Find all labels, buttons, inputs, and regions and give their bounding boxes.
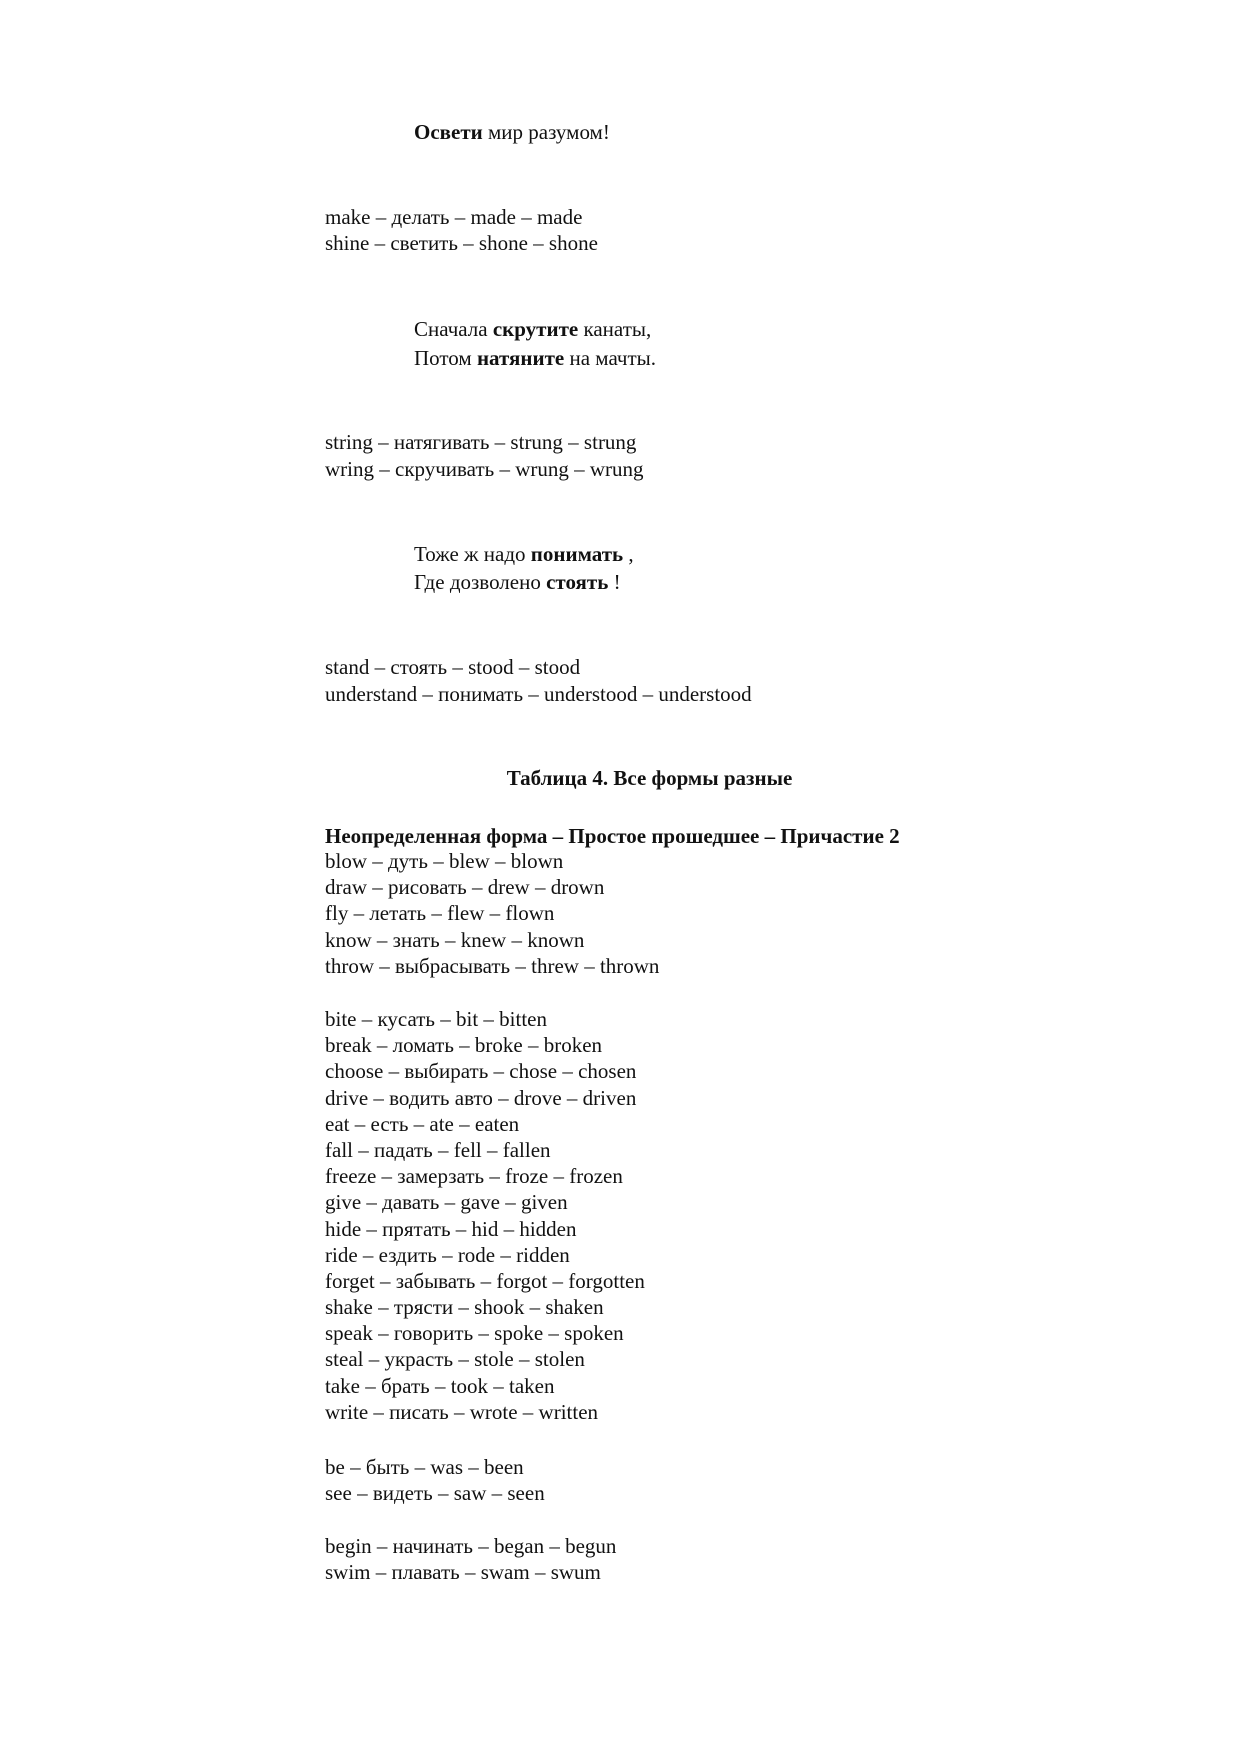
verb-line: wring – скручивать – wrung – wrung xyxy=(325,457,644,481)
list-item: swim – плавать – swam – swum xyxy=(325,1560,601,1585)
list-item: eat – есть – ate – eaten xyxy=(325,1111,520,1136)
list-item: ride – ездить – rode – ridden xyxy=(325,1242,570,1267)
list-item: hide – прятать – hid – hidden xyxy=(325,1216,577,1241)
poem-1-text: мир разумом! xyxy=(482,120,610,144)
list-item: know – знать – knew – known xyxy=(325,927,585,952)
verb-line: understand – понимать – understood – understood xyxy=(325,682,752,706)
verb-list-group-1 xyxy=(325,848,659,979)
poem-text: ! xyxy=(608,570,621,594)
table-column-header: Неопределенная форма – Простое прошедшее – Причастие 2 xyxy=(325,824,900,848)
list-item: begin – начинать – began – begun xyxy=(325,1534,617,1558)
poem-text: на мачты. xyxy=(564,346,657,370)
table-title: Таблица 4. Все формы разные xyxy=(506,766,793,790)
list-item: fly – летать – flew – flown xyxy=(325,901,555,926)
list-item: draw – рисовать – drew – drown xyxy=(325,875,605,900)
list-item: see – видеть – saw – seen xyxy=(325,1481,545,1506)
verb-list-group-2 xyxy=(325,1006,645,1425)
poem-bold-word: стоять xyxy=(546,570,609,594)
list-item: fall – падать – fell – fallen xyxy=(325,1137,551,1162)
poem-text: Потом xyxy=(414,346,477,370)
poem-text: канаты, xyxy=(578,317,652,341)
list-item: drive – водить авто – drove – driven xyxy=(325,1085,637,1110)
list-item: speak – говорить – spoke – spoken xyxy=(325,1321,624,1346)
list-item: throw – выбрасывать – threw – thrown xyxy=(325,953,660,978)
verb-list-group-4 xyxy=(325,1533,616,1585)
list-item: steal – украсть – stole – stolen xyxy=(325,1347,585,1372)
poem-bold-word: скрутите xyxy=(492,317,579,341)
list-item: break – ломать – broke – broken xyxy=(325,1033,603,1058)
verb-list-group-3 xyxy=(325,1454,545,1506)
poem-text: Тоже ж надо xyxy=(414,542,531,566)
poem-bold-word: натяните xyxy=(476,346,565,370)
list-item: write – писать – wrote – written xyxy=(325,1399,599,1424)
poem-1-bold-word: Освети xyxy=(414,120,483,144)
verb-line: stand – стоять – stood – stood xyxy=(325,655,581,679)
poem-1-line xyxy=(414,119,610,145)
poem-3-line-1 xyxy=(414,541,634,567)
poem-text: Где дозволено xyxy=(414,570,547,594)
list-item: give – давать – gave – given xyxy=(325,1190,568,1215)
list-item: take – брать – took – taken xyxy=(325,1373,555,1398)
list-item: forget – забывать – forgot – forgotten xyxy=(325,1268,645,1293)
list-item: be – быть – was – been xyxy=(325,1455,524,1479)
list-item: blow – дуть – blew – blown xyxy=(325,849,564,873)
poem-3-line-2 xyxy=(414,569,621,595)
list-item: shake – трясти – shook – shaken xyxy=(325,1295,604,1320)
list-item: bite – кусать – bit – bitten xyxy=(325,1007,547,1031)
poem-text: , xyxy=(623,542,634,566)
poem-bold-word: понимать xyxy=(530,542,624,566)
poem-2-line-1 xyxy=(414,316,651,342)
poem-2-line-2 xyxy=(414,345,656,371)
list-item: freeze – замерзать – froze – frozen xyxy=(325,1164,623,1189)
verb-line: string – натягивать – strung – strung xyxy=(325,430,637,454)
poem-text: Сначала xyxy=(414,317,493,341)
verb-line: shine – светить – shone – shone xyxy=(325,231,598,255)
list-item: choose – выбирать – chose – chosen xyxy=(325,1059,637,1084)
verb-line: make – делать – made – made xyxy=(325,205,583,229)
